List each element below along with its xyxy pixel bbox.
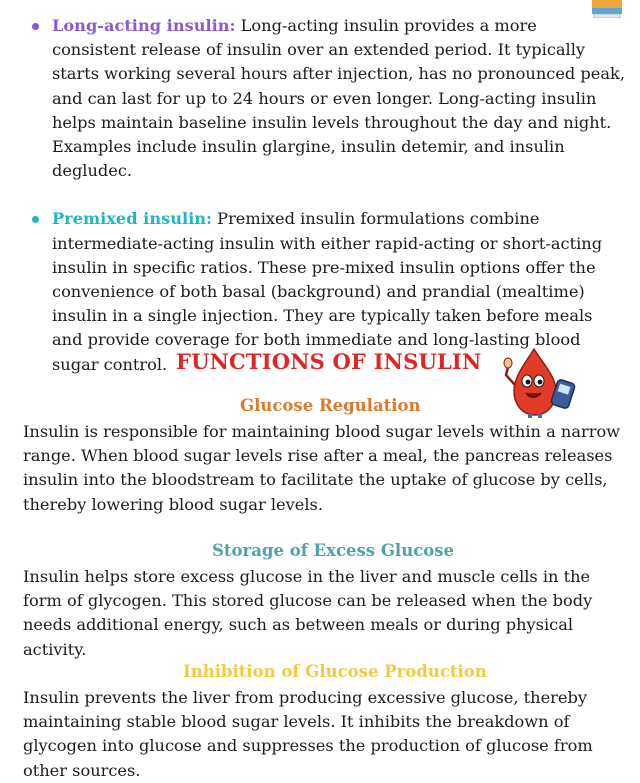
list-item-long-acting [30,14,625,183]
bullet-dot [32,23,39,30]
bullet-dot [32,216,39,223]
insulin-types-list [30,14,625,377]
section-heading: FUNCTIONS OF INSULIN [176,349,482,374]
paragraph-inhibition-glucose-production: Insulin prevents the liver from producing excessive glucose, thereby maintaining stable blood sugar levels. It inhibits the breakdown of glycogen into glucose and suppresses the production of glucose from other sources. [23,688,593,780]
subheading-glucose-regulation: Glucose Regulation [240,396,421,415]
term-premixed: Premixed insulin: [52,209,213,229]
paragraph-storage-excess-glucose: Insulin helps store excess glucose in the liver and muscle cells in the form of glycogen. This stored glucose can be released when the body needs additional energy, such as between meals or during physical activity. [23,567,593,659]
paragraph-glucose-regulation: Insulin is responsible for maintaining blood sugar levels within a narrow range. When blood sugar levels rise after a meal, the pancreas releases insulin into the bloodstream to facilitate the uptake of glucose by cells, thereby lowering blood sugar levels. [23,422,621,514]
blood-drop-mascot-icon [500,345,592,419]
description-premixed: Premixed insulin formulations combine intermediate-acting insulin with either rapid-acting or short-acting insulin in specific ratios. These pre-mixed insulin options offer the convenience of both basal (background) and prandial (mealtime) insulin in a single injection. They are typically taken before meals and provide coverage for both immediate and long-lasting blood sugar control. [52,209,603,374]
subheading-inhibition-glucose-production: Inhibition of Glucose Production [183,662,487,681]
subheading-storage-excess-glucose: Storage of Excess Glucose [212,541,455,560]
description-long-acting: Long-acting insulin provides a more consistent release of insulin over an extended period. It typically starts working several hours after injection, has no pronounced peak, and can last for up to 24 hours or even longer. Long-acting insulin helps maintain baseline insulin levels throughout the day and night. Examples include insulin glargine, insulin detemir, and insulin degludec. [52,16,625,181]
term-long-acting: Long-acting insulin: [52,16,236,35]
